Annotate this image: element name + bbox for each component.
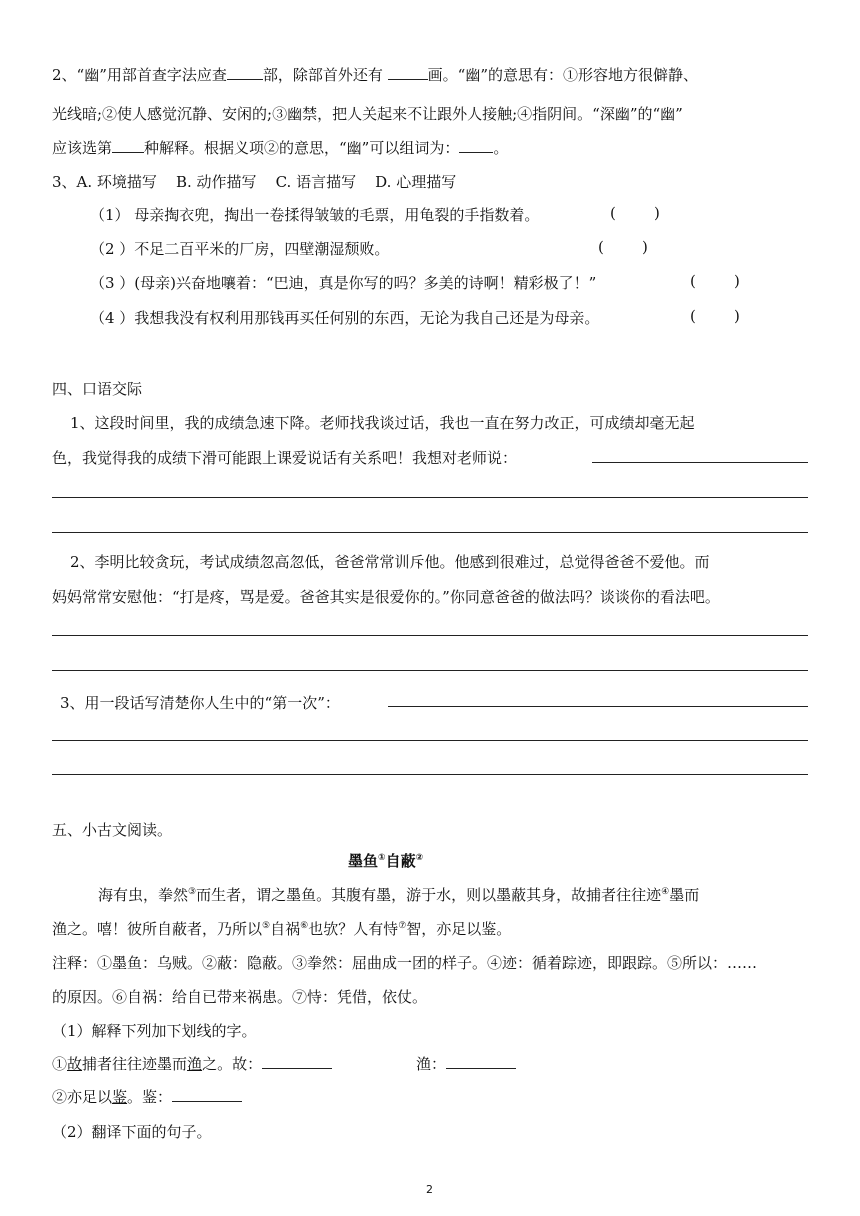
section4-heading: 四、口语交际 bbox=[52, 380, 143, 398]
q2-blank-word[interactable] bbox=[459, 137, 493, 153]
page-number: 2 bbox=[426, 1183, 433, 1196]
passage-line-2: 渔之。嘻！彼所自蔽者，乃所以⑤自祸⑥也欤？人有恃⑦智，亦足以鉴。 bbox=[52, 920, 512, 938]
q3-item-3-answer[interactable]: ( ) bbox=[690, 272, 740, 290]
q2-blank-strokes[interactable] bbox=[388, 64, 428, 80]
q3-item-4: （4 ）我想我没有权利用那钱再买任何别的东西，无论为我自己还是为母亲。 bbox=[90, 309, 600, 327]
s4-q1-answer-line-3[interactable] bbox=[52, 532, 808, 533]
s4-q1-line2: 色，我觉得我的成绩下滑可能跟上课爱说话有关系吧！我想对老师说： bbox=[52, 449, 518, 467]
q2-line1: 2、“幽”用部首查字法应查 部，除部首外还有 画。“幽”的意思有：①形容地方很僻静、 bbox=[52, 66, 699, 84]
q2-blank-radical[interactable] bbox=[227, 64, 263, 80]
q2-line2: 光线暗;②使人感觉沉静、安闲的;③幽禁，把人关起来不让跟外人接触;④指阴间。“深幽”的“幽” bbox=[52, 105, 683, 123]
passage-title: 墨鱼①自蔽② bbox=[348, 852, 424, 870]
s4-q1-answer-line-2[interactable] bbox=[52, 497, 808, 498]
q3-item-2-answer[interactable]: ( ) bbox=[598, 238, 648, 256]
s4-q1-line1: 1、这段时间里，我的成绩急速下降。老师找我谈过话，我也一直在努力改正，可成绩却毫无起 bbox=[70, 414, 695, 432]
exercise-1: ①故捕者往往迹墨而渔之。故： bbox=[52, 1053, 332, 1074]
q3-item-1: （1） 母亲掏衣兜，掏出一卷揉得皱皱的毛票，用龟裂的手指数着。 bbox=[90, 206, 540, 224]
section5-heading: 五、小古文阅读。 bbox=[52, 821, 173, 839]
s4-q2-line1: 2、李明比较贪玩，考试成绩忽高忽低，爸爸常常训斥他。他感到很难过，总觉得爸爸不爱他。而 bbox=[70, 553, 710, 571]
blank-jian[interactable] bbox=[172, 1086, 242, 1102]
q3-item-3: （3 ）(母亲)兴奋地嚷着：“巴迪，真是你写的吗？多美的诗啊！精彩极了！” bbox=[90, 274, 597, 292]
s4-q3-answer-line-2[interactable] bbox=[52, 740, 808, 741]
q2-blank-choice[interactable] bbox=[112, 137, 144, 153]
s4-q2-line2: 妈妈常常安慰他：“打是疼，骂是爱。爸爸其实是很爱你的。”你同意爸爸的做法吗？谈谈你的看法吧。 bbox=[52, 588, 720, 606]
s4-q2-answer-line-1[interactable] bbox=[52, 635, 808, 636]
q3-options: 3、A. 环境描写 B. 动作描写 C. 语言描写 D. 心理描写 bbox=[52, 173, 457, 191]
sub-question-2: （2）翻译下面的句子。 bbox=[52, 1123, 212, 1141]
s4-q3-answer-line-3[interactable] bbox=[52, 774, 808, 775]
q2-line3: 应该选第 种解释。根据义项②的意思，“幽”可以组词为： 。 bbox=[52, 139, 509, 157]
s4-q3-answer-line-1[interactable] bbox=[388, 706, 808, 707]
passage-line-1: 海有虫，拳然③而生者，谓之墨鱼。其腹有墨，游于水，则以墨蔽其身，故捕者往往迹④墨而 bbox=[98, 886, 700, 904]
exercise-1-second: 渔： bbox=[416, 1053, 516, 1074]
s4-q3-line1: 3、用一段话写清楚你人生中的“第一次”： bbox=[60, 694, 340, 712]
s4-q2-answer-line-2[interactable] bbox=[52, 670, 808, 671]
q3-item-2: （2 ）不足二百平米的厂房，四壁潮湿颓败。 bbox=[90, 240, 390, 258]
q3-item-1-answer[interactable]: ( ) bbox=[610, 204, 660, 222]
blank-yu[interactable] bbox=[446, 1053, 516, 1069]
blank-gu[interactable] bbox=[262, 1053, 332, 1069]
notes-line-1: 注释：①墨鱼：乌贼。②蔽：隐蔽。③拳然：屈曲成一团的样子。④迹：循着踪迹，即跟踪。⑤所以：…… bbox=[52, 954, 758, 972]
exercise-2: ②亦足以鉴。鉴： bbox=[52, 1086, 242, 1107]
sub-question-1: （1）解释下列加下划线的字。 bbox=[52, 1022, 257, 1040]
notes-line-2: 的原因。⑥自祸：给自已带来祸患。⑦恃：凭借，依仗。 bbox=[52, 988, 428, 1006]
q3-item-4-answer[interactable]: ( ) bbox=[690, 307, 740, 325]
s4-q1-answer-line-1[interactable] bbox=[592, 462, 808, 463]
